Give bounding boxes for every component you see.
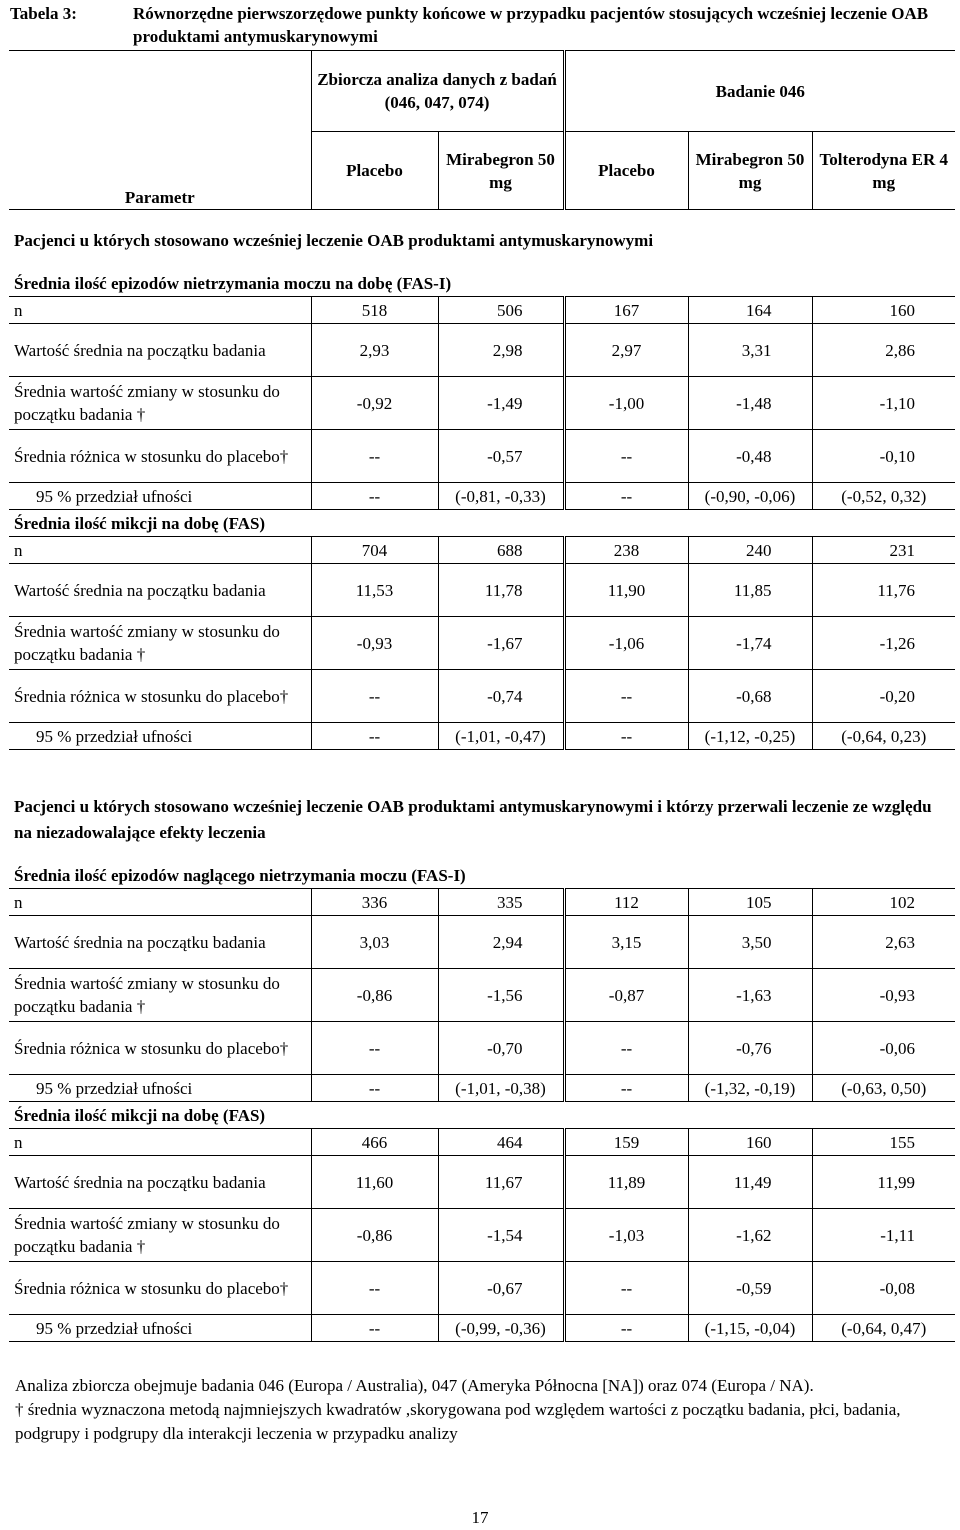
value-cell: -0,57: [438, 430, 564, 483]
value-cell: 11,90: [564, 564, 688, 617]
value-cell: --: [564, 1022, 688, 1075]
value-cell: -1,00: [564, 377, 688, 430]
value-cell: (-1,32, -0,19): [688, 1075, 812, 1102]
value-cell: --: [311, 1075, 438, 1102]
value-cell: -1,74: [688, 617, 812, 670]
block-title: Średnia ilość epizodów nietrzymania moczu na dobę (FAS-I): [14, 273, 452, 293]
value-cell: --: [564, 1075, 688, 1102]
value-cell: --: [564, 723, 688, 750]
value-cell: 11,85: [688, 564, 812, 617]
value-cell: 3,31: [688, 324, 812, 377]
value-cell: -0,67: [438, 1262, 564, 1315]
row-label: Średnia wartość zmiany w stosunku do początku badania †: [14, 974, 280, 1016]
value-cell: -1,56: [438, 969, 564, 1022]
value-cell: 3,50: [688, 916, 812, 969]
value-cell: --: [564, 483, 688, 510]
value-cell: (-0,90, -0,06): [688, 483, 812, 510]
value-cell: --: [564, 430, 688, 483]
table-row: [9, 1262, 955, 1315]
study-group-header: Badanie 046: [564, 51, 955, 132]
value-cell: 2,98: [438, 324, 564, 377]
value-cell: 159: [564, 1129, 688, 1156]
value-cell: (-0,52, 0,32): [812, 483, 955, 510]
value-cell: 336: [311, 889, 438, 916]
value-cell: -1,63: [688, 969, 812, 1022]
results-table-body: [9, 51, 955, 1342]
value-cell: -0,92: [311, 377, 438, 430]
row-label: Średnia różnica w stosunku do placebo†: [14, 686, 289, 706]
value-cell: -1,67: [438, 617, 564, 670]
value-cell: --: [311, 1315, 438, 1342]
table-row: [9, 889, 955, 916]
value-cell: 11,60: [311, 1156, 438, 1209]
value-cell: --: [564, 1315, 688, 1342]
value-cell: (-1,15, -0,04): [688, 1315, 812, 1342]
value-cell: 2,93: [311, 324, 438, 377]
value-cell: -1,54: [438, 1209, 564, 1262]
row-label: Średnia wartość zmiany w stosunku do początku badania †: [14, 622, 280, 664]
value-cell: --: [311, 723, 438, 750]
value-cell: -1,06: [564, 617, 688, 670]
value-cell: 466: [311, 1129, 438, 1156]
value-cell: -1,62: [688, 1209, 812, 1262]
page-number: 17: [471, 1508, 489, 1527]
table-row: [9, 723, 955, 750]
value-cell: 11,67: [438, 1156, 564, 1209]
value-cell: -1,10: [812, 377, 955, 430]
footnote-dagger: † średnia wyznaczona metodą najmniejszych kwadratów ,skorygowana pod względem wartości z początku badania, płci, badania, podgrupy i podgrupy dla interakcji leczenia w przypadku analizy: [15, 1400, 901, 1443]
section-row: [9, 750, 955, 863]
section-title: Pacjenci u których stosowano wcześniej leczenie OAB produktami antymuskarynowymi: [14, 231, 654, 250]
value-cell: 3,03: [311, 916, 438, 969]
row-label: 95 % przedział ufności: [36, 1318, 193, 1338]
table-row: [9, 916, 955, 969]
value-cell: -0,10: [812, 430, 955, 483]
value-cell: -1,26: [812, 617, 955, 670]
table-title: Równorzędne pierwszorzędowe punkty końcowe w przypadku pacjentów stosujących wcześniej leczenie OAB produktami antymuskarynowymi: [133, 4, 929, 46]
value-cell: --: [311, 670, 438, 723]
row-label: Średnia wartość zmiany w stosunku do początku badania †: [14, 382, 280, 424]
value-cell: --: [564, 670, 688, 723]
footnote-pooled: Analiza zbiorcza obejmuje badania 046 (Europa / Australia), 047 (Ameryka Północna [NA]) oraz 074 (Europa / NA).: [15, 1376, 814, 1395]
value-cell: -1,03: [564, 1209, 688, 1262]
value-cell: 2,97: [564, 324, 688, 377]
value-cell: 2,94: [438, 916, 564, 969]
row-label: Wartość średnia na początku badania: [14, 1172, 266, 1192]
table-row: [9, 324, 955, 377]
table-row: [9, 1075, 955, 1102]
value-cell: --: [311, 430, 438, 483]
col-header-2: Mirabegron 50 mg: [438, 132, 564, 210]
block-title: Średnia ilość epizodów naglącego nietrzymania moczu (FAS-I): [14, 865, 466, 885]
row-label: Wartość średnia na początku badania: [14, 580, 266, 600]
row-label: Średnia różnica w stosunku do placebo†: [14, 1278, 289, 1298]
value-cell: -0,74: [438, 670, 564, 723]
table-row: [9, 537, 955, 564]
value-cell: -1,48: [688, 377, 812, 430]
value-cell: --: [564, 1262, 688, 1315]
value-cell: 160: [688, 1129, 812, 1156]
value-cell: (-1,12, -0,25): [688, 723, 812, 750]
value-cell: 231: [812, 537, 955, 564]
value-cell: (-0,64, 0,47): [812, 1315, 955, 1342]
value-cell: -0,20: [812, 670, 955, 723]
value-cell: 167: [564, 297, 688, 324]
value-cell: 105: [688, 889, 812, 916]
value-cell: 11,76: [812, 564, 955, 617]
table-row: [9, 1129, 955, 1156]
block-title-row: [9, 862, 955, 889]
value-cell: -1,11: [812, 1209, 955, 1262]
value-cell: 11,49: [688, 1156, 812, 1209]
value-cell: (-1,01, -0,47): [438, 723, 564, 750]
value-cell: --: [311, 1022, 438, 1075]
col-header-3: Placebo: [564, 132, 688, 210]
block-title: Średnia ilość mikcji na dobę (FAS): [14, 513, 266, 533]
section-row: [9, 210, 955, 271]
value-cell: (-0,99, -0,36): [438, 1315, 564, 1342]
row-label: Wartość średnia na początku badania: [14, 932, 266, 952]
table-row: [9, 969, 955, 1022]
value-cell: 240: [688, 537, 812, 564]
pooled-group-header: Zbiorcza analiza danych z badań (046, 047, 074): [311, 51, 564, 132]
parametr-header: Parametr: [124, 188, 195, 207]
row-label: Średnia różnica w stosunku do placebo†: [14, 446, 289, 466]
value-cell: 335: [438, 889, 564, 916]
row-label: Średnia wartość zmiany w stosunku do początku badania †: [14, 1214, 280, 1256]
block-title-row: [9, 510, 955, 537]
col-header-4: Mirabegron 50 mg: [688, 132, 812, 210]
table-row: [9, 670, 955, 723]
table-row: [9, 1315, 955, 1342]
value-cell: -0,70: [438, 1022, 564, 1075]
value-cell: 518: [311, 297, 438, 324]
value-cell: (-1,01, -0,38): [438, 1075, 564, 1102]
value-cell: -1,49: [438, 377, 564, 430]
value-cell: 464: [438, 1129, 564, 1156]
value-cell: 688: [438, 537, 564, 564]
table-row: [9, 1156, 955, 1209]
value-cell: (-0,81, -0,33): [438, 483, 564, 510]
row-label: n: [14, 1132, 23, 1152]
section-title: Pacjenci u których stosowano wcześniej leczenie OAB produktami antymuskarynowymi i którzy przerwali leczenie ze względu na niezadowalające efekty leczenia: [14, 797, 932, 842]
value-cell: -0,68: [688, 670, 812, 723]
value-cell: 506: [438, 297, 564, 324]
row-label: Wartość średnia na początku badania: [14, 340, 266, 360]
table-row: [9, 617, 955, 670]
table-row: [9, 377, 955, 430]
value-cell: 11,53: [311, 564, 438, 617]
value-cell: -0,06: [812, 1022, 955, 1075]
row-label: Średnia różnica w stosunku do placebo†: [14, 1038, 289, 1058]
value-cell: -0,86: [311, 1209, 438, 1262]
value-cell: (-0,63, 0,50): [812, 1075, 955, 1102]
value-cell: -0,86: [311, 969, 438, 1022]
value-cell: -0,76: [688, 1022, 812, 1075]
table-row: [9, 564, 955, 617]
value-cell: --: [311, 483, 438, 510]
block-title-row: [9, 270, 955, 297]
table-row: [9, 430, 955, 483]
block-title: Średnia ilość mikcji na dobę (FAS): [14, 1105, 266, 1125]
value-cell: 704: [311, 537, 438, 564]
col-header-1: Placebo: [311, 132, 438, 210]
value-cell: 164: [688, 297, 812, 324]
value-cell: --: [311, 1262, 438, 1315]
table-row: [9, 1022, 955, 1075]
value-cell: 102: [812, 889, 955, 916]
value-cell: 11,89: [564, 1156, 688, 1209]
value-cell: 112: [564, 889, 688, 916]
value-cell: 160: [812, 297, 955, 324]
value-cell: -0,87: [564, 969, 688, 1022]
value-cell: 11,78: [438, 564, 564, 617]
results-table: [9, 50, 955, 1342]
value-cell: 3,15: [564, 916, 688, 969]
value-cell: 2,86: [812, 324, 955, 377]
col-header-5: Tolterodyna ER 4 mg: [812, 132, 955, 210]
header-row-top: [9, 51, 955, 132]
row-label: n: [14, 540, 23, 560]
row-label: n: [14, 300, 23, 320]
value-cell: -0,08: [812, 1262, 955, 1315]
table-row: [9, 297, 955, 324]
value-cell: -0,48: [688, 430, 812, 483]
table-row: [9, 1209, 955, 1262]
value-cell: (-0,64, 0,23): [812, 723, 955, 750]
block-title-row: [9, 1102, 955, 1129]
value-cell: 238: [564, 537, 688, 564]
value-cell: 155: [812, 1129, 955, 1156]
value-cell: 11,99: [812, 1156, 955, 1209]
table-row: [9, 483, 955, 510]
value-cell: -0,93: [311, 617, 438, 670]
row-label: 95 % przedział ufności: [36, 726, 193, 746]
value-cell: -0,93: [812, 969, 955, 1022]
row-label: n: [14, 892, 23, 912]
row-label: 95 % przedział ufności: [36, 486, 193, 506]
table-label: Tabela 3:: [10, 4, 77, 23]
value-cell: -0,59: [688, 1262, 812, 1315]
value-cell: 2,63: [812, 916, 955, 969]
row-label: 95 % przedział ufności: [36, 1078, 193, 1098]
footnotes: [15, 1374, 945, 1446]
